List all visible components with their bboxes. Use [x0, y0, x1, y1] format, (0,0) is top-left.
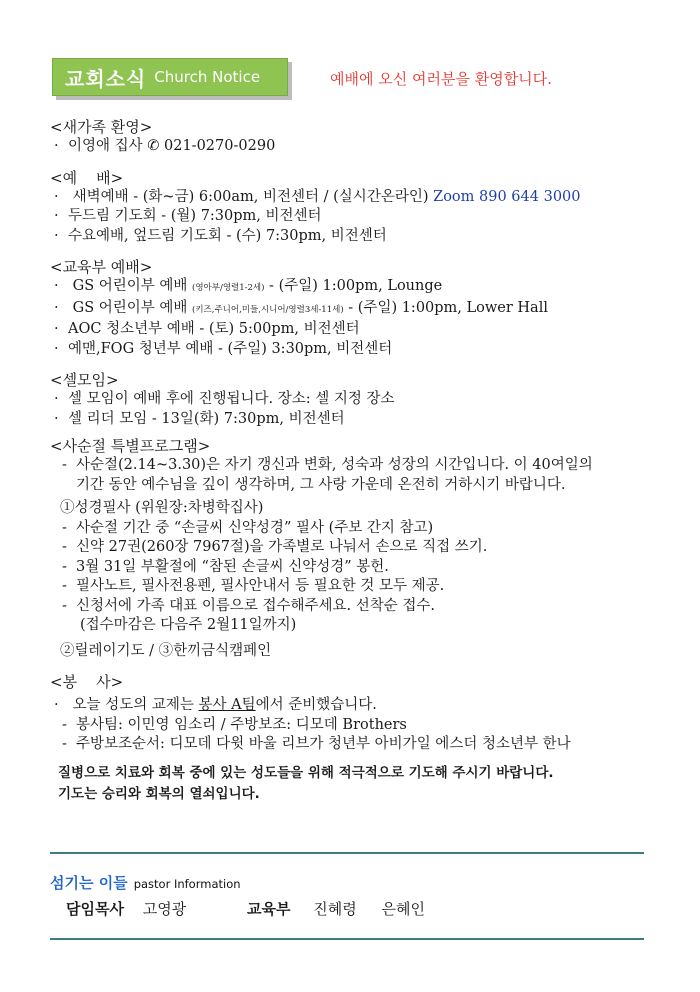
prayer-request: 기도는 승리와 회복의 열쇠입니다. — [58, 785, 260, 802]
worship-item: · 새벽예배 - (화~금) 6:00am, 비전센터 / (실시간온라인) Zoom 890 644 3000 — [50, 188, 650, 208]
cell-item: · 셀 모임이 예배 후에 진행됩니다. 장소: 셀 지정 장소 — [50, 390, 650, 410]
service-main: · 오늘 성도의 교제는 봉사 A팀에서 준비했습니다. — [50, 696, 650, 716]
education-name: 은혜인 — [381, 900, 426, 918]
prayer-request: 질병으로 치료와 회복 중에 있는 성도들을 위해 적극적으로 기도해 주시기 바랍니다. — [58, 764, 554, 781]
program-item: - 필사노트, 필사전용펜, 필사안내서 등 필요한 것 모두 제공. — [50, 577, 650, 597]
new-family-item: · 이영애 집사 ✆ 021-0270-0290 — [50, 137, 650, 157]
education-item: · AOC 청소년부 예배 - (토) 5:00pm, 비전센터 — [50, 320, 650, 340]
education-role: 교육부 — [247, 900, 291, 918]
program-item: - 신약 27권(260장 7967절)을 가족별로 나눠서 손으로 직접 쓰기. — [50, 538, 650, 558]
program-note: (접수마감은 다음주 2월11일까지) — [80, 617, 297, 633]
pastor-title-ko: 섬기는 이들 — [50, 874, 128, 892]
notice-content — [50, 118, 650, 805]
education-item: · GS 어린이부 예배 (키즈,주니어,미들,시니어/영렬3세-11세) - (주일) 1:00pm, Lower Hall — [50, 299, 650, 321]
education-item: · 예맨,FOG 청년부 예배 - (주일) 3:30pm, 비전센터 — [50, 340, 650, 360]
senior-pastor-name: 고영광 — [142, 900, 187, 918]
program-title: ①성경필사 (위원장:차병학집사) — [60, 500, 264, 516]
header — [52, 58, 700, 102]
education-name: 진혜령 — [313, 900, 357, 918]
staff-list — [66, 898, 425, 919]
section-title-new-family: <새가족 환영> — [50, 118, 153, 136]
divider-bottom — [50, 938, 644, 940]
divider-top — [50, 852, 644, 854]
program-item: - 3월 31일 부활절에 “참된 손글씨 신약성경” 봉헌. — [50, 558, 650, 578]
education-item: · GS 어린이부 예배 (영아부/영렬1-2세) - (주일) 1:00pm, Lounge — [50, 277, 650, 299]
pastor-title-en: pastor Information — [133, 877, 241, 891]
senior-pastor-role: 담임목사 — [66, 900, 124, 918]
church-notice-badge — [52, 58, 288, 96]
section-title-cell: <셀모임> — [50, 371, 119, 389]
pastor-info-heading — [50, 872, 650, 893]
section-title-service: <봉 사> — [50, 673, 124, 691]
badge-title-en: Church Notice — [154, 68, 261, 86]
cell-item: · 셀 리더 모임 - 13일(화) 7:30pm, 비전센터 — [50, 410, 650, 430]
service-item: - 봉사팀: 이민영 임소리 / 주방보조: 디모데 Brothers — [50, 716, 650, 736]
service-item: - 주방보조순서: 디모데 다윗 바울 리브가 청년부 아비가일 에스더 청소년부 한나 — [50, 735, 650, 755]
section-title-education: <교육부 예배> — [50, 258, 153, 276]
section-title-worship: <예 배> — [50, 168, 124, 187]
worship-item: · 두드림 기도회 - (월) 7:30pm, 비전센터 — [50, 207, 650, 227]
welcome-message: 예배에 오신 여러분을 환영합니다. — [330, 70, 552, 88]
worship-item: · 수요예배, 엎드림 기도회 - (수) 7:30pm, 비전센터 — [50, 227, 650, 247]
section-title-lent: <사순절 특별프로그램> — [50, 437, 211, 455]
lent-intro: 기간 동안 예수님을 깊이 생각하며, 그 사랑 가운데 온전히 거하시기 바랍니다. — [76, 476, 566, 493]
zoom-id: Zoom 890 644 3000 — [433, 188, 581, 205]
program-item: - 사순절 기간 중 “손글씨 신약성경” 필사 (주보 간지 참고) — [50, 519, 650, 539]
program-title: ②릴레이기도 / ③한끼금식캠페인 — [60, 642, 272, 659]
lent-intro: - 사순절(2.14~3.30)은 자기 갱신과 변화, 성숙과 성장의 시간입니다. 이 40여일의 — [50, 456, 650, 476]
badge-title-ko: 교회소식 — [65, 66, 147, 91]
program-item: - 신청서에 가족 대표 이름으로 접수해주세요. 선착순 접수. — [50, 597, 650, 617]
